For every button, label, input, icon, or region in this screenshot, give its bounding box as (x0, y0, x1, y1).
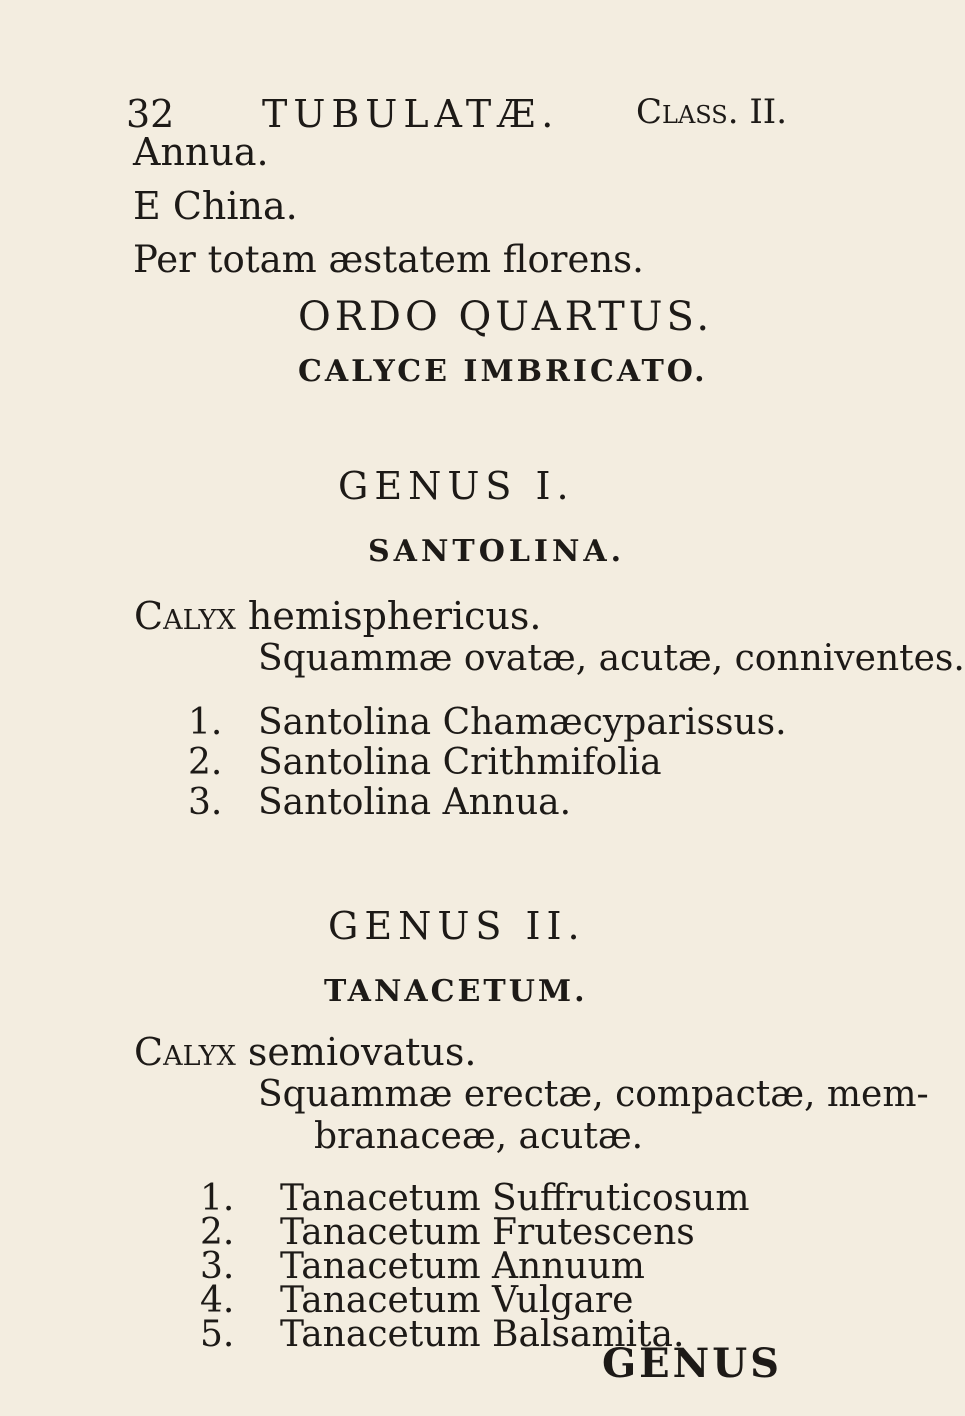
ordo-title: ORDO QUARTUS. (298, 294, 714, 340)
genus2-calyx (134, 1030, 476, 1074)
species-row (188, 742, 662, 783)
species-name: Tanacetum Balsamita. (280, 1314, 685, 1355)
ordo-subtitle: CALYCE IMBRICATO. (298, 354, 708, 389)
catchword: GENUS (602, 1340, 782, 1387)
calyx-desc: hemisphericus. (247, 594, 542, 638)
duration-text: Annua. (133, 130, 269, 174)
species-number: 1. (200, 1178, 235, 1219)
genus2-squamae-line1: Squammæ erectæ, compactæ, mem- (258, 1074, 929, 1115)
species-name: Santolina Crithmifolia (258, 742, 662, 783)
flowering-text: Per totam æstatem florens. (133, 238, 644, 281)
calyx-label: Calyx (134, 1030, 236, 1074)
page-number: 32 (126, 92, 175, 136)
genus1-calyx (134, 594, 542, 638)
calyx-label: Calyx (134, 594, 236, 638)
species-row (188, 782, 572, 823)
species-number: 3. (188, 782, 223, 823)
genus2-name: TANACETUM. (324, 974, 588, 1009)
species-number: 1. (188, 702, 223, 743)
genus1-squamae: Squammæ ovatæ, acutæ, conniventes. (258, 638, 965, 679)
species-name: Santolina Annua. (258, 782, 572, 823)
species-row (188, 702, 787, 743)
genus1-title: GENUS I. (338, 464, 575, 508)
class-label: Class. II. (636, 92, 788, 132)
genus2-title: GENUS II. (328, 904, 586, 948)
species-name: Tanacetum Annuum (280, 1246, 645, 1287)
running-title: TUBULATÆ. (262, 92, 560, 136)
species-row (200, 1314, 685, 1355)
species-name: Tanacetum Frutescens (280, 1212, 695, 1253)
species-name: Santolina Chamæcyparissus. (258, 702, 787, 743)
calyx-desc: semiovatus. (247, 1030, 477, 1074)
species-name: Tanacetum Suffruticosum (280, 1178, 750, 1219)
genus2-squamae-line2: branaceæ, acutæ. (314, 1116, 644, 1157)
species-number: 5. (200, 1314, 235, 1355)
origin-text: E China. (133, 184, 298, 228)
genus1-species-list (188, 702, 787, 842)
species-number: 2. (188, 742, 223, 783)
species-number: 2. (200, 1212, 235, 1253)
species-number: 4. (200, 1280, 235, 1321)
species-name: Tanacetum Vulgare (280, 1280, 634, 1321)
genus1-name: SANTOLINA. (368, 534, 626, 569)
species-number: 3. (200, 1246, 235, 1287)
